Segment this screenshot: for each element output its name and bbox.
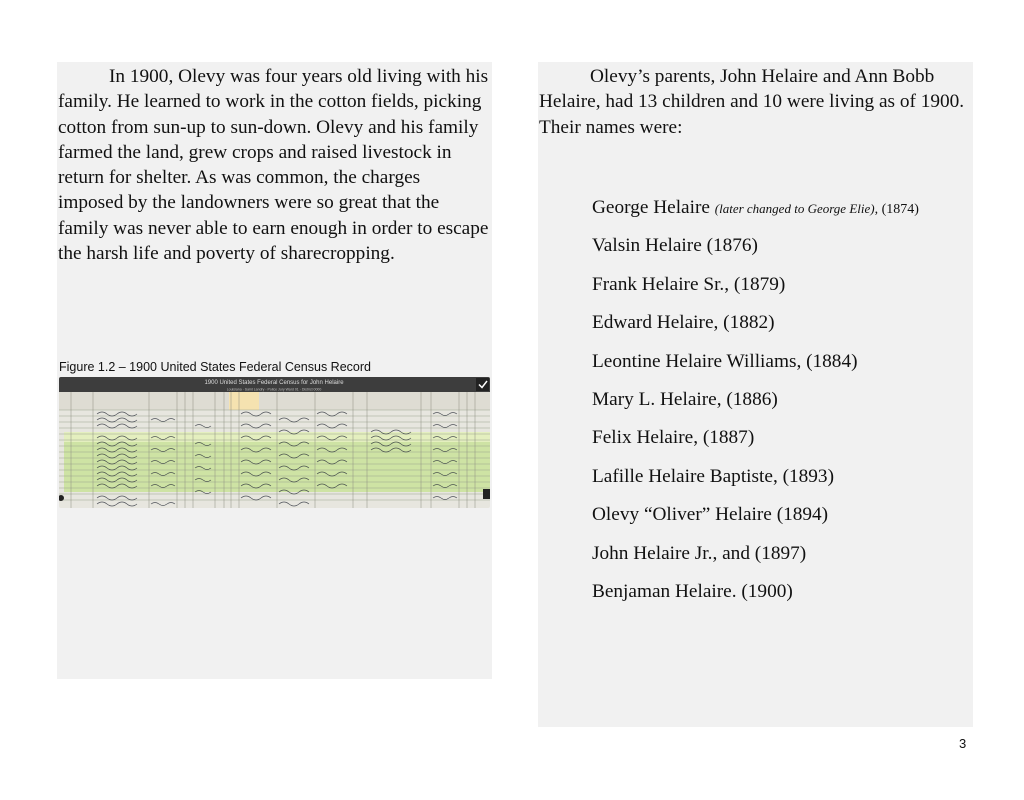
check-icon — [476, 378, 489, 391]
list-item: Frank Helaire Sr., (1879) — [592, 273, 786, 295]
figure-caption: Figure 1.2 – 1900 United States Federal Census Record — [59, 360, 371, 374]
list-item: Valsin Helaire (1876) — [592, 235, 758, 257]
right-column — [538, 62, 973, 727]
list-item: Lafille Helaire Baptiste, (1893) — [592, 465, 834, 487]
right-paragraph: Olevy’s parents, John Helaire and Ann Bobb Helaire, had 13 children and 10 were living as of 1900. Their names were: — [539, 66, 965, 138]
left-paragraph: In 1900, Olevy was four years old living with his family. He learned to work in the cotton fields, picking cotton from sun-up to sun-down. Olevy and his family farmed the land, grew crops and raised livestock in return for shelter. As was common, the charges imposed by the landowners were so great that the family was never able to earn enough in order to escape the harsh life and poverty of sharecropping. — [58, 66, 489, 265]
left-column — [57, 62, 492, 679]
list-item: Benjaman Helaire. (1900) — [592, 580, 793, 602]
census-record-image — [59, 377, 490, 508]
list-item: Felix Helaire, (1887) — [592, 427, 755, 449]
list-item: Leontine Helaire Williams, (1884) — [592, 350, 858, 372]
list-item: George Helaire (later changed to George Elie), (1874) — [592, 197, 919, 218]
list-item: Mary L. Helaire, (1886) — [592, 388, 778, 410]
page-number: 3 — [959, 736, 967, 751]
list-item: Olevy “Oliver” Helaire (1894) — [592, 504, 829, 526]
census-subtitle: Louisiana · Saint Landry · Police Jury Ward 01 · District 0000 — [226, 387, 322, 392]
census-title: 1900 United States Federal Census for John Helaire — [204, 380, 344, 386]
children-list — [592, 195, 919, 617]
name-change-note: (later changed to George Elie) — [714, 201, 875, 216]
list-item: Edward Helaire, (1882) — [592, 312, 775, 334]
list-item: John Helaire Jr., and (1897) — [592, 542, 807, 564]
